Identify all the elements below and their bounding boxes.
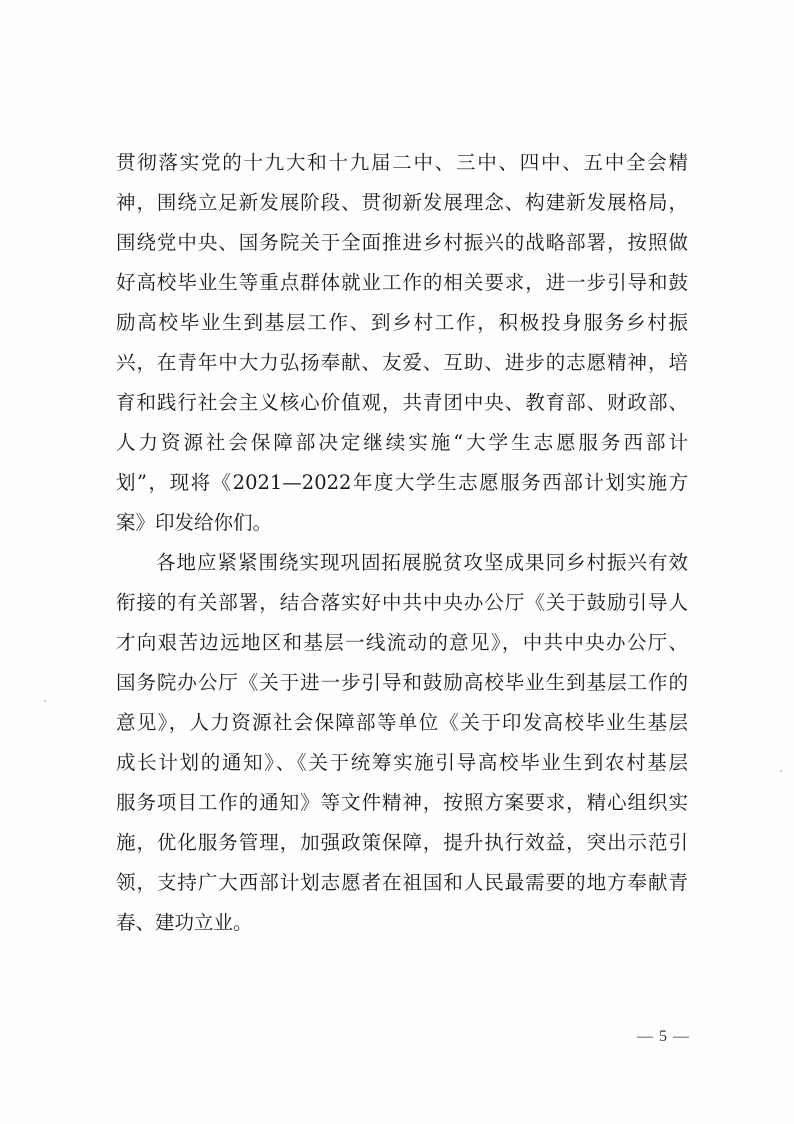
paragraph-2-line-2: 衔接的有关部署，结合落实好中共中央办公厅《关于鼓励引导人 bbox=[116, 591, 688, 614]
body-text bbox=[116, 143, 688, 943]
paragraph-2-line-3: 才向艰苦边远地区和基层一线流动的意见》，中共中央办公厅、 bbox=[116, 631, 688, 654]
page-number: — 5 — bbox=[637, 1028, 690, 1045]
paragraph-1-line-10: 案》印发给你们。 bbox=[116, 511, 273, 534]
paragraph-2-line-7: 服务项目工作的通知》等文件精神，按照方案要求，精心组织实 bbox=[116, 791, 688, 814]
paragraph-2-line-9: 领，支持广大西部计划志愿者在祖国和人民最需要的地方奉献青 bbox=[116, 871, 688, 894]
paragraph-1-line-9: 划”，现将《2021—2022年度大学生志愿服务西部计划实施方 bbox=[116, 471, 688, 494]
scan-speck bbox=[780, 770, 782, 772]
paragraph-1-line-4: 好高校毕业生等重点群体就业工作的相关要求，进一步引导和鼓 bbox=[116, 271, 688, 294]
paragraph-2-line-4: 国务院办公厅《关于进一步引导和鼓励高校毕业生到基层工作的 bbox=[116, 671, 688, 694]
scan-speck bbox=[44, 700, 46, 702]
paragraph-1-line-2: 神，围绕立足新发展阶段、贯彻新发展理念、构建新发展格局， bbox=[116, 191, 688, 214]
paragraph-1-line-5: 励高校毕业生到基层工作、到乡村工作，积极投身服务乡村振 bbox=[116, 311, 688, 334]
paragraph-1-line-1: 贯彻落实党的十九大和十九届二中、三中、四中、五中全会精 bbox=[116, 151, 688, 174]
paragraph-2-line-10: 春、建功立业。 bbox=[116, 911, 253, 934]
paragraph-2-line-5: 意见》，人力资源社会保障部等单位《关于印发高校毕业生基层 bbox=[116, 711, 688, 734]
paragraph-1-line-6: 兴，在青年中大力弘扬奉献、友爱、互助、进步的志愿精神，培 bbox=[116, 351, 688, 374]
paragraph-2-line-1: 各地应紧紧围绕实现巩固拓展脱贫攻坚成果同乡村振兴有效 bbox=[156, 551, 688, 574]
paragraph-1-line-3: 围绕党中央、国务院关于全面推进乡村振兴的战略部署，按照做 bbox=[116, 231, 688, 254]
paragraph-2-line-8: 施，优化服务管理，加强政策保障，提升执行效益，突出示范引 bbox=[116, 831, 688, 854]
paragraph-1-line-7: 育和践行社会主义核心价值观，共青团中央、教育部、财政部、 bbox=[116, 391, 688, 414]
paragraph-1-line-8: 人力资源社会保障部决定继续实施“大学生志愿服务西部计 bbox=[116, 431, 688, 454]
paragraph-2-line-6: 成长计划的通知》、《关于统筹实施引导高校毕业生到农村基层 bbox=[116, 751, 688, 774]
